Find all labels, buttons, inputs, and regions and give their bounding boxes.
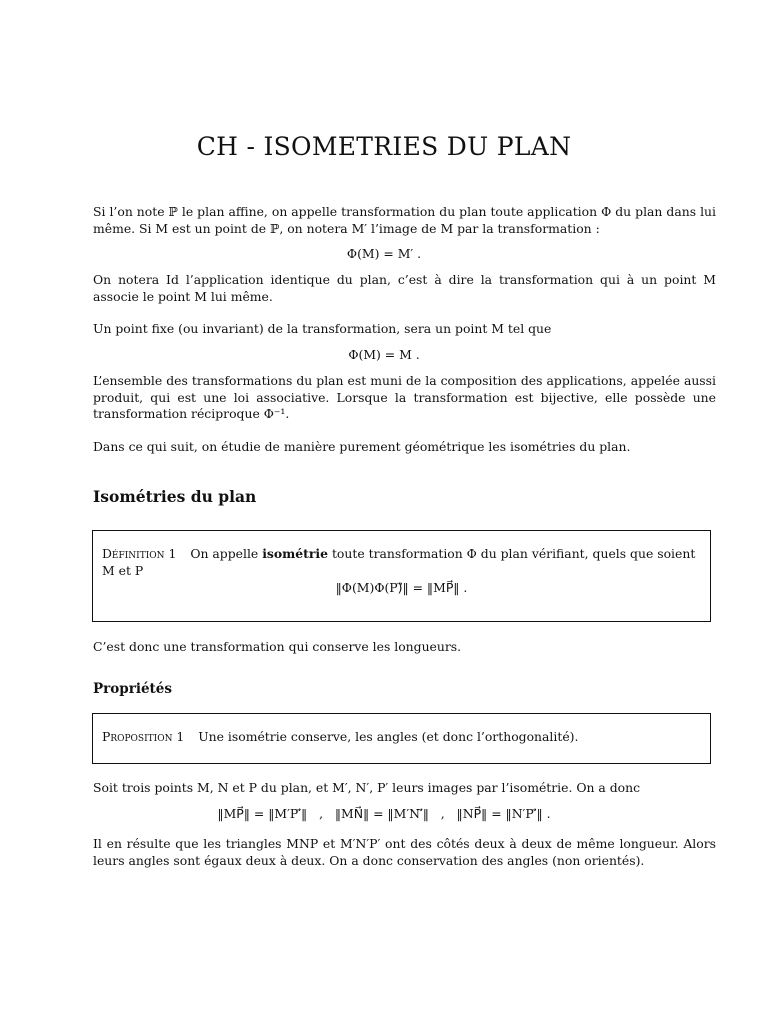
definition-text-after: toute transformation Φ du plan vérifiant, quels que soient M et P: [102, 546, 696, 578]
definition-bold-word: isométrie: [262, 546, 328, 561]
definition-equation: ‖Φ(M)Φ(P)⃗‖ = ‖MP⃗‖ .: [335, 580, 468, 595]
intro-paragraph-3: Un point fixe (ou invariant) de la transformation, sera un point M tel que: [93, 321, 552, 336]
intro-paragraph-1: Si l’on note ℙ le plan affine, on appelle transformation du plan toute application Φ du plan dans lui même. Si M est un point de ℙ, on notera M′ l’image de M par la transformation :: [93, 204, 716, 236]
section-heading-proprietes: Propriétés: [93, 681, 172, 697]
proposition-label: Proposition 1: [102, 729, 185, 744]
definition-text: [102, 546, 701, 579]
proposition-body: Une isométrie conserve, les angles (et donc l’orthogonalité).: [198, 729, 579, 744]
intro-paragraph-2: On notera Id l’application identique du plan, c’est à dire la transformation qui à un point M associe le point M lui même.: [93, 272, 716, 304]
proposition-text: [102, 729, 701, 746]
section2-paragraph-1: Soit trois points M, N et P du plan, et M′, N′, P′ leurs images par l’isométrie. On a donc: [93, 780, 641, 795]
intro-paragraph-5: Dans ce qui suit, on étudie de manière purement géométrique les isométries du plan.: [93, 439, 631, 454]
page-title: CH - ISOMETRIES DU PLAN: [196, 132, 572, 161]
intro-paragraph-4: L’ensemble des transformations du plan est muni de la composition des applications, appelée aussi produit, qui est une loi associative. Lorsque la transformation est bijective, elle possède une transformation réciproque Φ⁻¹.: [93, 373, 716, 421]
section2-equation: ‖MP⃗‖ = ‖M′P′⃗‖ , ‖MN⃗‖ = ‖M′N′⃗‖ , ‖NP⃗‖ = ‖N′P′⃗‖ .: [217, 806, 551, 821]
definition-label: Définition 1: [102, 546, 177, 561]
section2-paragraph-2: Il en résulte que les triangles MNP et M′N′P′ ont des côtés deux à deux de même longueur. Alors leurs angles sont égaux deux à deux. On a donc conservation des angles (non orientés).: [93, 836, 716, 868]
section-heading-isometries: Isométries du plan: [93, 487, 257, 506]
proposition-box: [92, 713, 711, 764]
intro-equation-1: Φ(M) = M′ .: [346, 246, 422, 261]
intro-equation-2: Φ(M) = M .: [348, 347, 420, 362]
section1-paragraph: C’est donc une transformation qui conserve les longueurs.: [93, 639, 462, 654]
definition-box: [92, 530, 711, 622]
definition-text-before: On appelle: [190, 546, 259, 561]
